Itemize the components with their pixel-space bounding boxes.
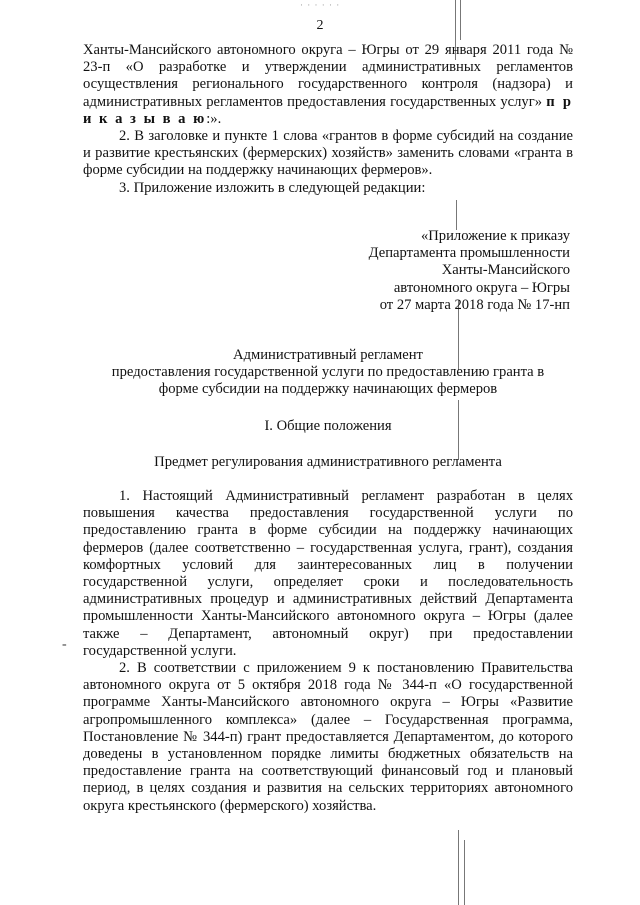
appendix-line: автономного округа – Югры xyxy=(393,279,570,296)
appendix-stamp xyxy=(330,228,570,314)
scan-artifact-line xyxy=(464,840,465,905)
section-subheading: Предмет регулирования административного регламента xyxy=(154,454,502,470)
item-2: 2. В заголовке и пункте 1 слова «грантов в форме субсидий на создание и развитие крестьянских (фермерских) хозяйств» заменить словами «гранта в форме субсидии на поддержку начинающих фермеров». xyxy=(83,128,573,179)
appendix-line: от 27 марта 2018 года № 17-нп xyxy=(379,296,570,313)
document-title xyxy=(83,347,573,399)
appendix-line: «Приложение к приказу xyxy=(420,228,570,244)
appendix-line: Ханты-Мансийского xyxy=(441,262,570,279)
scan-artifact-line xyxy=(458,830,459,905)
order-tail: :». xyxy=(206,110,222,127)
scan-mark: · · · · · · xyxy=(300,0,341,10)
appendix-line: Департамента промышленности xyxy=(368,245,570,262)
title-line: предоставления государственной услуги по предоставлению гранта в xyxy=(111,364,545,381)
item-3: 3. Приложение изложить в следующей редакции: xyxy=(119,179,426,196)
scan-artifact-line xyxy=(456,200,457,230)
title-line: Административный регламент xyxy=(233,347,423,363)
margin-dash: - xyxy=(62,637,67,652)
intro-text: Ханты-Мансийского автономного округа – Югры от 29 января 2011 года № 23-п «О разработке и утверждении административных регламентов осуществления регионального государственного контроля (надзора) и административных регламентов предоставления государственных услуг» xyxy=(83,42,573,110)
title-line: форме субсидии на поддержку начинающих фермеров xyxy=(158,381,498,398)
paragraph-1: 1. Настоящий Административный регламент разработан в целях повышения качества предоставления государственной услуги по предоставлению гранта в форме субсидии на поддержку начинающих фермеров (далее соответственно – государственная услуга, грант), создания комфортных условий для заинтересованных лиц в получении государственной услуги, определяет сроки и последовательность административных процедур и административных действий Департамента промышленности Ханты-Мансийского автономного округа – Югры (далее также – Департамент, автономный округ) при предоставлении государственной услуги. xyxy=(83,488,573,659)
order-word: п р и к а з ы в а ю xyxy=(83,93,573,127)
paragraphs-block xyxy=(83,488,573,815)
section-heading: I. Общие положения xyxy=(264,418,392,434)
paragraph-2: 2. В соответствии с приложением 9 к постановлению Правительства автономного округа от 5 октября 2018 года № 344-п «О государственной программе Ханты-Мансийского автономного округа – Югры «Развитие агропромышленного комплекса» (далее – Государственная программа, Постановление № 344-п) грант предоставляется Департаментом, до которого доведены в установленном порядке лимиты бюджетных обязательств на предоставление гранта на соответствующий финансовый год и плановый период, в целях создания и развития на сельских территориях автономного округа крестьянского (фермерского) хозяйства. xyxy=(83,660,573,814)
intro-block xyxy=(83,42,573,197)
page-number: 2 xyxy=(316,18,324,33)
